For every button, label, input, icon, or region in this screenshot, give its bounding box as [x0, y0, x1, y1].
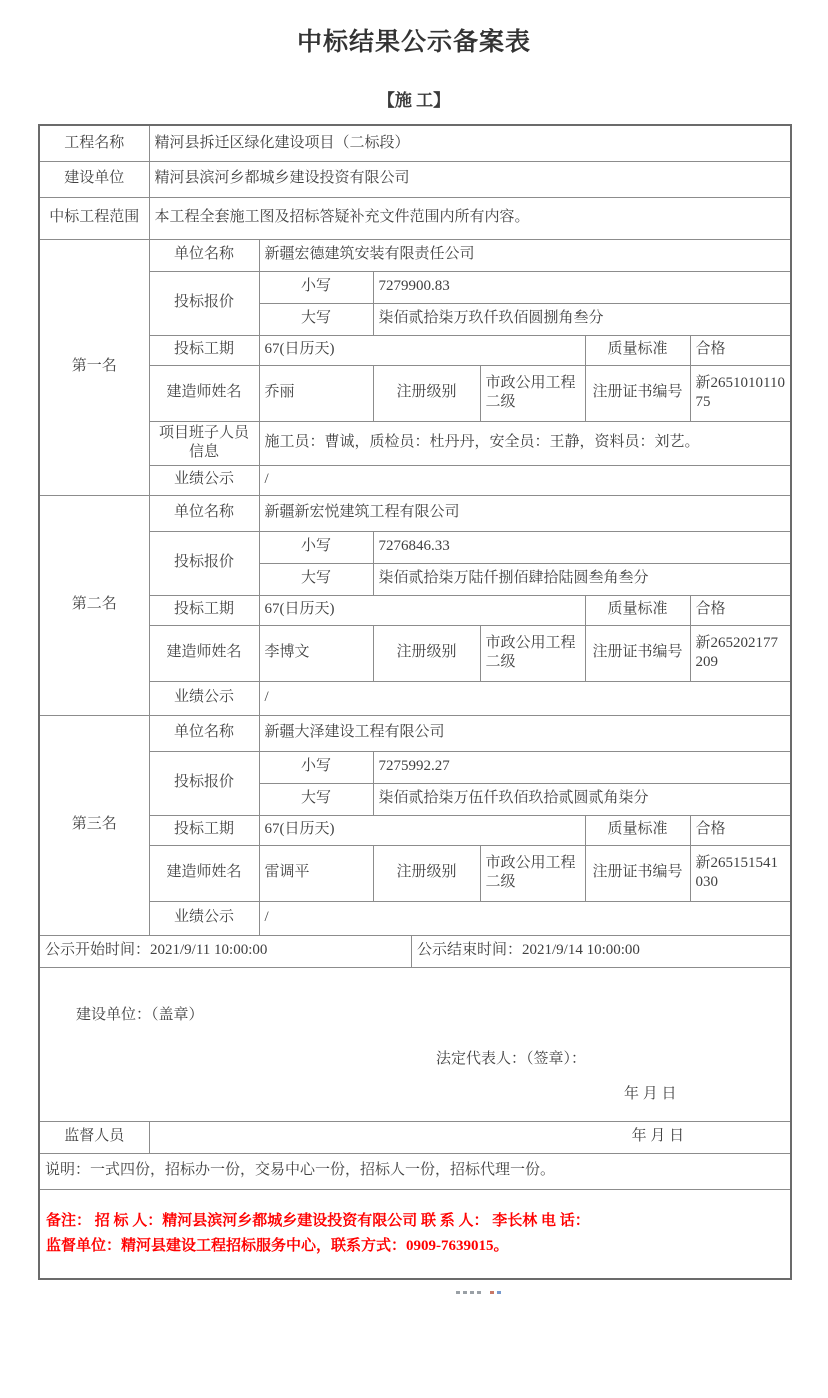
signature-block: [39, 967, 791, 1121]
table-row: [39, 531, 791, 563]
publicity-times-row: [39, 935, 791, 967]
winner-3-quality-label: 质量标准: [585, 815, 690, 845]
table-row: [39, 1121, 791, 1153]
winner-1-unit-name-label: 单位名称: [149, 239, 259, 271]
signature-date-placeholder: 年 月 日: [624, 1085, 677, 1102]
winner-1-builder-value: 乔丽: [259, 365, 373, 421]
page-title: 中标结果公示备案表: [296, 29, 531, 56]
table-row: [39, 935, 791, 967]
remark-line-1: 备注： 招 标 人：精河县滨河乡都城乡建设投资有限公司 联 系 人： 李长林 电 话：: [46, 1213, 590, 1229]
winner-3-reg-level-value: 市政公用工程二级: [480, 845, 585, 901]
table-row: [39, 751, 791, 783]
winner-3-quality-value: 合格: [690, 815, 791, 845]
winner-3-duration-label: 投标工期: [149, 815, 259, 845]
winner-2-builder-label: 建造师姓名: [149, 625, 259, 681]
winner-2-cert-no-label: 注册证书编号: [585, 625, 690, 681]
winner-1-uppercase-label: 大写: [259, 303, 373, 335]
winner-1-duration-value: 67(日历天): [259, 335, 585, 365]
page-subtitle: 【施 工】: [377, 91, 451, 110]
winner-1-team-value: 施工员：曹诚，质检员：杜丹丹，安全员：王静，资料员：刘艺。: [259, 421, 791, 465]
winner-3-bid-price-label: 投标报价: [149, 751, 259, 815]
winner-1-price-digits: 7279900.83: [373, 271, 791, 303]
table-row: [39, 421, 791, 465]
winner-2-lowercase-label: 小写: [259, 531, 373, 563]
winner-3-reg-level-label: 注册级别: [373, 845, 480, 901]
remark-cell: [39, 1189, 791, 1279]
winner-2-duration-label: 投标工期: [149, 595, 259, 625]
table-row: [39, 715, 791, 751]
winner-2-price-words: 柒佰贰拾柒万陆仟捌佰肆拾陆圆叁角叁分: [373, 563, 791, 595]
winner-2-price-digits: 7276846.33: [373, 531, 791, 563]
table-row: [39, 625, 791, 681]
winner-3-unit-name-label: 单位名称: [149, 715, 259, 751]
winner-3-duration-value: 67(日历天): [259, 815, 585, 845]
bid-result-table: [38, 124, 792, 1280]
winner-1-cert-no-value: 新265101011075: [690, 365, 791, 421]
winner-1-quality-label: 质量标准: [585, 335, 690, 365]
winner-2-builder-value: 李博文: [259, 625, 373, 681]
table-row: [39, 125, 791, 161]
table-row: [39, 161, 791, 197]
owner-unit-label: 建设单位: [39, 161, 149, 197]
rank-2-label: 第二名: [39, 495, 149, 715]
faint-watermark: [456, 1283, 526, 1291]
winner-3-price-digits: 7275992.27: [373, 751, 791, 783]
table-row: [39, 845, 791, 901]
winner-3-cert-no-label: 注册证书编号: [585, 845, 690, 901]
winner-1-cert-no-label: 注册证书编号: [585, 365, 690, 421]
winner-3-price-words: 柒佰贰拾柒万伍仟玖佰玖拾贰圆贰角柒分: [373, 783, 791, 815]
winner-1-performance-label: 业绩公示: [149, 465, 259, 495]
winner-2-unit-name-label: 单位名称: [149, 495, 259, 531]
project-name-label: 工程名称: [39, 125, 149, 161]
winner-1-builder-label: 建造师姓名: [149, 365, 259, 421]
winner-3-performance-label: 业绩公示: [149, 901, 259, 935]
winner-1-lowercase-label: 小写: [259, 271, 373, 303]
winner-1-quality-value: 合格: [690, 335, 791, 365]
publicity-end-time: 公示结束时间：2021/9/14 10:00:00: [417, 942, 640, 959]
table-row: [39, 1189, 791, 1279]
winner-3-performance-value: /: [259, 901, 791, 935]
winner-3-builder-label: 建造师姓名: [149, 845, 259, 901]
winner-2-unit-name-value: 新疆新宏悦建筑工程有限公司: [259, 495, 791, 531]
winner-2-bid-price-label: 投标报价: [149, 531, 259, 595]
winner-1-bid-price-label: 投标报价: [149, 271, 259, 335]
winner-1-duration-label: 投标工期: [149, 335, 259, 365]
table-row: [39, 271, 791, 303]
rank-3-label: 第三名: [39, 715, 149, 935]
supervisor-date-placeholder: 年 月 日: [149, 1121, 791, 1153]
publicity-start-time: 公示开始时间：2021/9/11 10:00:00: [40, 936, 412, 967]
remark-line-2: 监督单位：精河县建设工程招标服务中心，联系方式：0909-7639015。: [46, 1237, 509, 1254]
scope-value: 本工程全套施工图及招标答疑补充文件范围内所有内容。: [149, 197, 791, 239]
table-row: [39, 595, 791, 625]
winner-1-reg-level-label: 注册级别: [373, 365, 480, 421]
winner-2-duration-value: 67(日历天): [259, 595, 585, 625]
owner-unit-value: 精河县滨河乡都城乡建设投资有限公司: [149, 161, 791, 197]
winner-2-reg-level-value: 市政公用工程二级: [480, 625, 585, 681]
winner-3-lowercase-label: 小写: [259, 751, 373, 783]
table-row: [39, 901, 791, 935]
scope-label: 中标工程范围: [39, 197, 149, 239]
table-row: [39, 465, 791, 495]
table-row: [39, 239, 791, 271]
table-row: [39, 967, 791, 1121]
winner-1-price-words: 柒佰贰拾柒万玖仟玖佰圆捌角叁分: [373, 303, 791, 335]
project-name-value: 精河县拆迁区绿化建设项目（二标段）: [149, 125, 791, 161]
table-row: [39, 681, 791, 715]
signature-legal-representative: 法定代表人：（签章）：: [436, 1050, 587, 1067]
winner-1-unit-name-value: 新疆宏德建筑安装有限责任公司: [259, 239, 791, 271]
table-row: [39, 365, 791, 421]
signature-owner-seal: 建设单位：（盖章）: [76, 1006, 204, 1023]
winner-1-performance-value: /: [259, 465, 791, 495]
table-row: [39, 815, 791, 845]
winner-2-performance-label: 业绩公示: [149, 681, 259, 715]
table-row: [39, 197, 791, 239]
distribution-note: 说明：一式四份，招标办一份，交易中心一份，招标人一份，招标代理一份。: [39, 1153, 791, 1189]
winner-2-uppercase-label: 大写: [259, 563, 373, 595]
table-row: [39, 335, 791, 365]
winner-3-unit-name-value: 新疆大泽建设工程有限公司: [259, 715, 791, 751]
winner-3-uppercase-label: 大写: [259, 783, 373, 815]
winner-1-reg-level-value: 市政公用工程二级: [480, 365, 585, 421]
rank-1-label: 第一名: [39, 239, 149, 495]
winner-3-cert-no-value: 新265151541030: [690, 845, 791, 901]
winner-1-team-label: 项目班子人员信息: [149, 421, 259, 465]
winner-2-reg-level-label: 注册级别: [373, 625, 480, 681]
table-row: [39, 1153, 791, 1189]
winner-2-quality-label: 质量标准: [585, 595, 690, 625]
winner-2-cert-no-value: 新265202177209: [690, 625, 791, 681]
winner-3-builder-value: 雷调平: [259, 845, 373, 901]
table-row: [39, 495, 791, 531]
supervisor-label: 监督人员: [39, 1121, 149, 1153]
winner-2-quality-value: 合格: [690, 595, 791, 625]
winner-2-performance-value: /: [259, 681, 791, 715]
